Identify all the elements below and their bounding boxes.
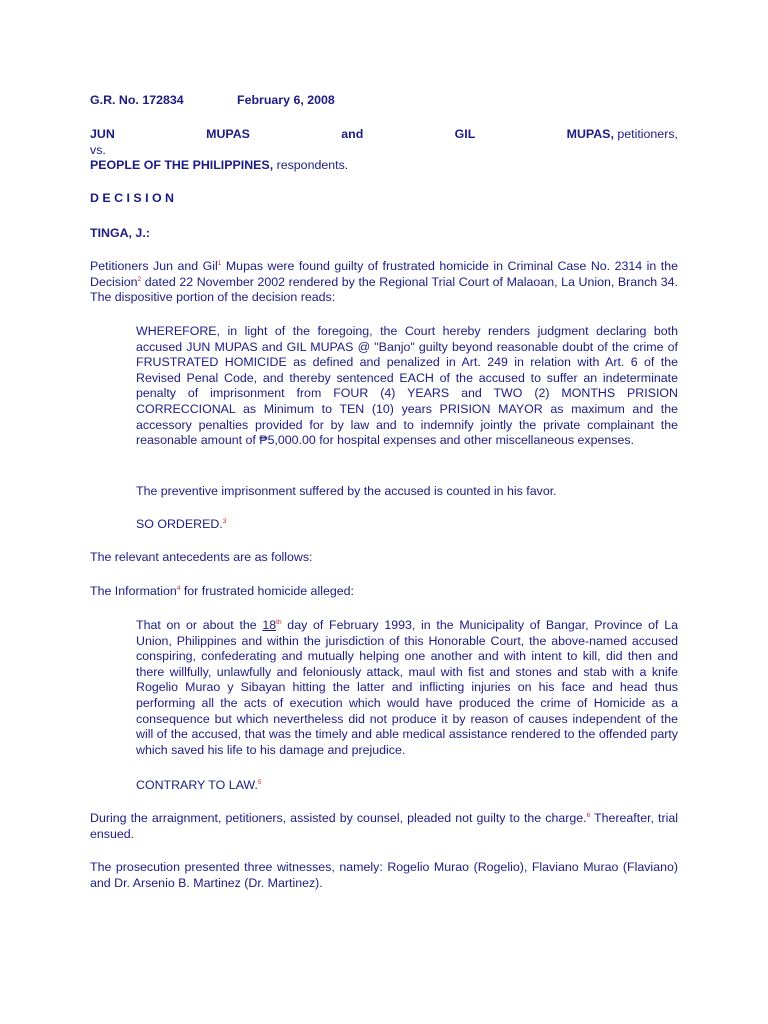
so-ordered: SO ORDERED.$^3$: [136, 517, 227, 531]
decision-heading: D E C I S I O N: [90, 191, 174, 205]
case-header: [90, 93, 678, 109]
footnote-ref[interactable]: 5: [257, 779, 262, 786]
paragraph-arraignment: During the arraignment, petitioners, assisted by counsel, pleaded not guilty to the charge.$^6$ Thereafter, trial ensued.: [90, 811, 679, 841]
respondents-label: respondents.: [273, 158, 349, 172]
quoted-information: That on or about the 18th day of February 1993, in the Municipality of Bangar, Province of La Union, Philippines and within the jurisdiction of this Honorable Court, the above-named accused conspiring, confederating and mutually helping one another and with intent to kill, did then and there willfully, unlawfully and feloniously attack, maul with fist and stones and stab with a knife Rogelio Murao y Sibayan hitting the latter and inflicting injuries on his face and head thus performing all the acts of execution which would have produced the crime of Homicide as a consequence but which nevertheless did not produce it by reason of causes independent of the will of the accused, that was the timely and able medical assistance rendered to the offended party which saved his life to his damage and prejudice.: [136, 618, 678, 757]
day-link[interactable]: 18: [262, 618, 277, 632]
footnote-ref[interactable]: 6: [586, 812, 591, 819]
petitioners-label: MUPAS, petitioners,: [566, 127, 678, 141]
petitioner-word: GIL: [454, 127, 476, 141]
paragraph-intro: Petitioners Jun and Gil$^1$ Mupas were found guilty of frustrated homicide in Criminal Case No. 2314 in the Decision$^2$ dated 22 November 2002 rendered by the Regional Trial Court of Malaoan, La Union, Branch 34. The dispositive portion of the decision reads:: [90, 259, 678, 305]
gr-number: G.R. No. 172834: [90, 93, 184, 107]
petitioner-word: JUN: [90, 127, 115, 141]
versus: vs.: [90, 143, 106, 157]
ponente: TINGA, J.:: [90, 226, 150, 240]
contrary-to-law: CONTRARY TO LAW.$^5$: [136, 778, 262, 792]
petitioner-word: and: [341, 127, 364, 141]
petitioners-line: [90, 127, 678, 143]
footnote-ref[interactable]: 1: [217, 260, 222, 267]
paragraph-antecedents: The relevant antecedents are as follows:: [90, 550, 313, 564]
footnote-ref[interactable]: 3: [222, 518, 227, 525]
footnote-ref[interactable]: 4: [176, 585, 181, 592]
respondents-name: PEOPLE OF THE PHILIPPINES,: [90, 158, 274, 172]
footnote-ref[interactable]: th: [276, 619, 282, 626]
decision-date: February 6, 2008: [237, 93, 335, 107]
paragraph-prosecution: The prosecution presented three witnesses, namely: Rogelio Murao (Rogelio), Flaviano Murao (Flaviano) and Dr. Arsenio B. Martinez (Dr. Martinez).: [90, 860, 678, 890]
footnote-ref[interactable]: 2: [137, 275, 142, 283]
respondents-line: [90, 158, 678, 174]
petitioner-word: MUPAS: [206, 127, 250, 141]
paragraph-information: The Information$^4$ for frustrated homicide alleged:: [90, 584, 354, 598]
quoted-dispositive: WHEREFORE, in light of the foregoing, the Court hereby renders judgment declaring both accused JUN MUPAS and GIL MUPAS @ "Banjo" guilty beyond reasonable doubt of the crime of FRUSTRATED HOMICIDE as defined and penalized in Art. 249 in relation with Art. 6 of the Revised Penal Code, and thereby sentenced EACH of the accused to suffer an indeterminate penalty of imprisonment from FOUR (4) YEARS and TWO (2) MONTHS PRISION CORRECCIONAL as Minimum to TEN (10) years PRISION MAYOR as maximum and the accessory penalties provided for by law and to indemnify jointly the private complainant the reasonable amount of ₱5,000.00 for hospital expenses and other miscellaneous expenses.: [136, 324, 678, 448]
quoted-preventive: The preventive imprisonment suffered by the accused is counted in his favor.: [136, 484, 557, 498]
